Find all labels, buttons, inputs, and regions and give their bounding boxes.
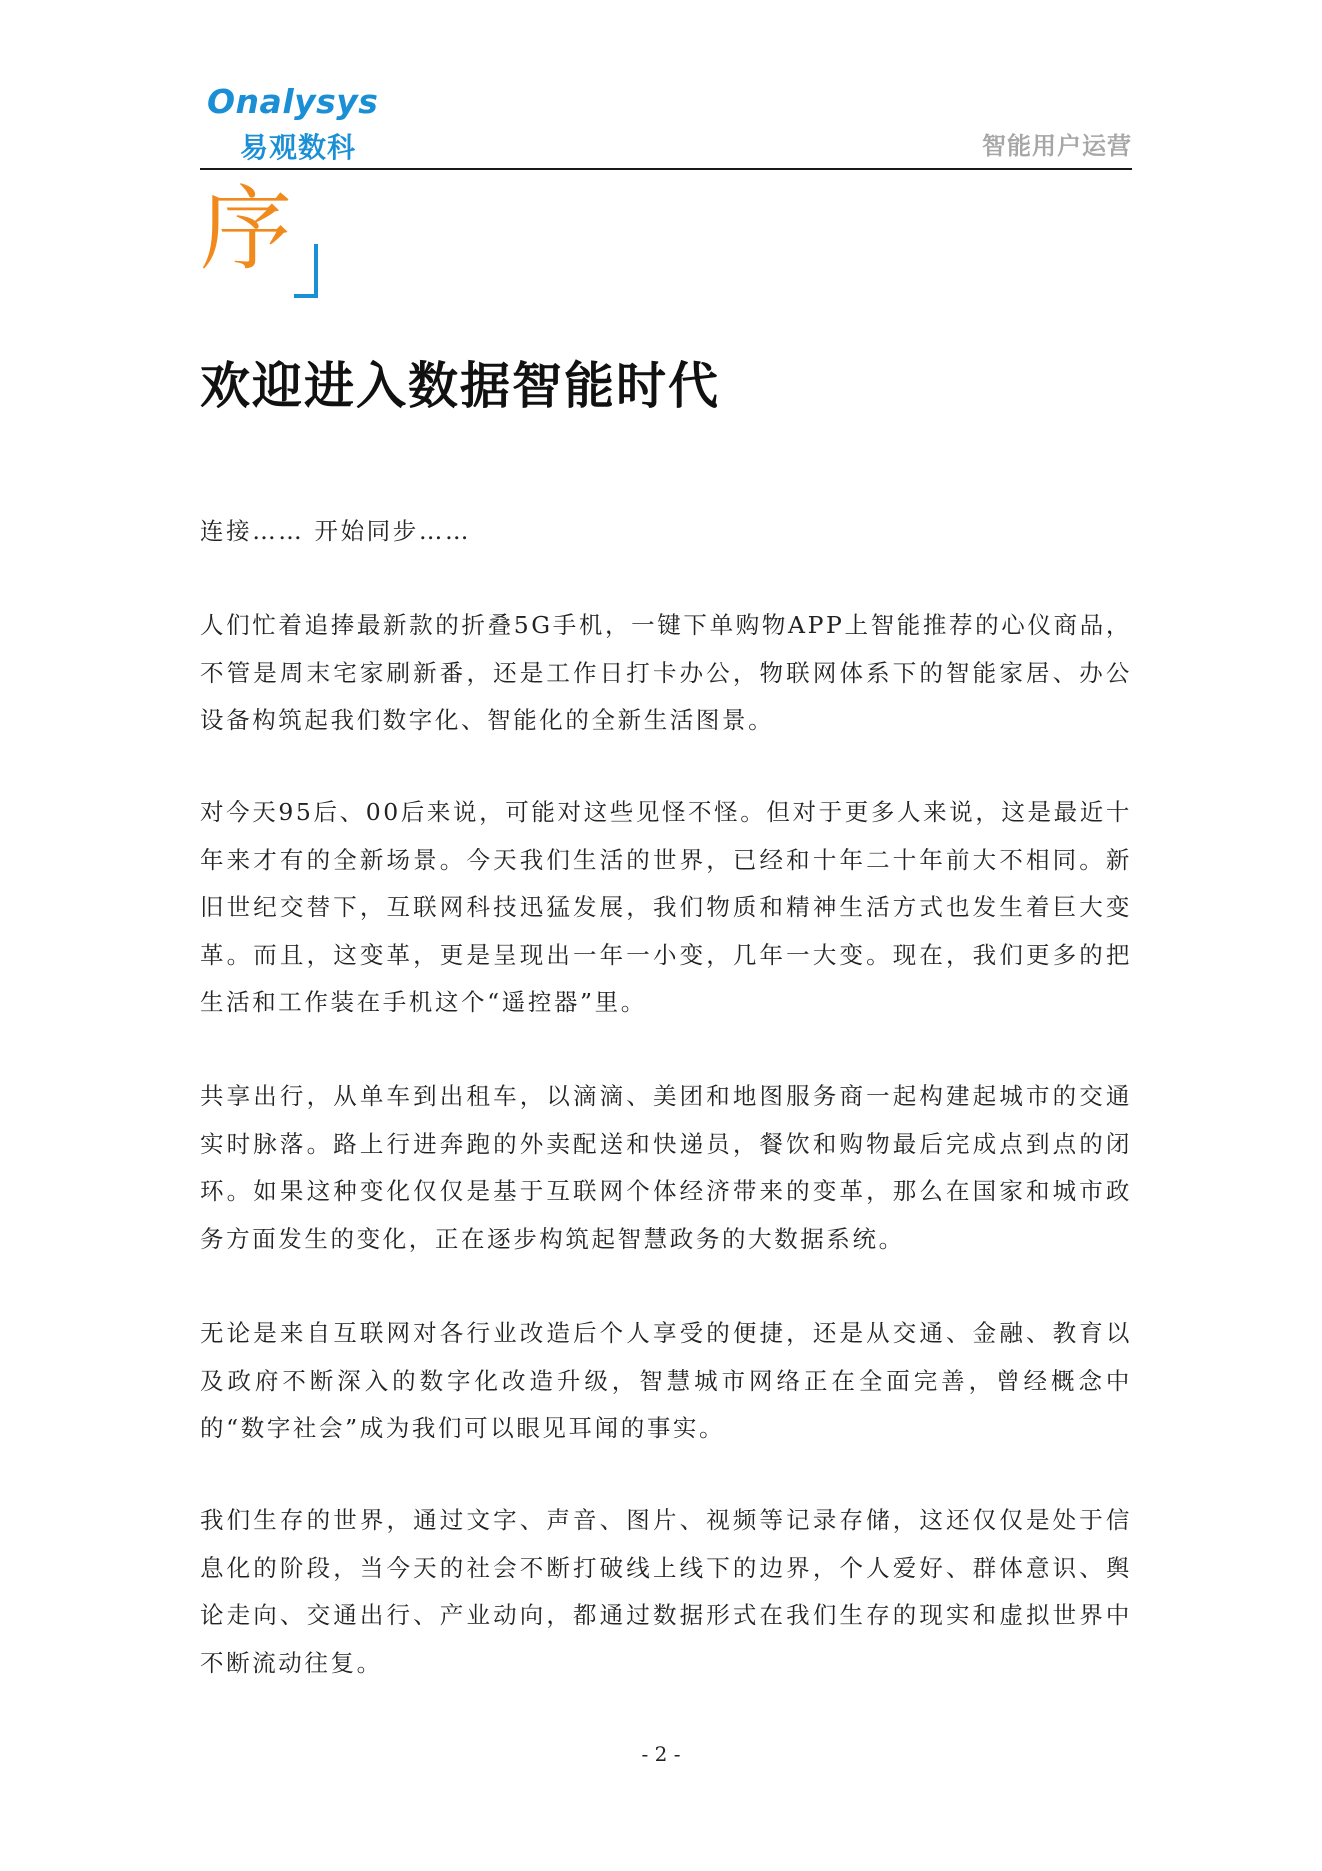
body-paragraph: 共享出行，从单车到出租车，以滴滴、美团和地图服务商一起构建起城市的交通实时脉落。路上行进奔跑的外卖配送和快递员，餐饮和购物最后完成点到点的闭环。如果这种变化仅仅是基于互联网个体经济带来的变革，那么在国家和城市政务方面发生的变化，正在逐步构筑起智慧政务的大数据系统。 (200, 1082, 1132, 1253)
header-section-label: 智能用户运营 (982, 132, 1132, 160)
corner-bracket-icon (292, 242, 322, 302)
page-title: 欢迎进入数据智能时代 (200, 357, 720, 415)
body-paragraph: 我们生存的世界，通过文字、声音、图片、视频等记录存储，这还仅仅是处于信息化的阶段，当今天的社会不断打破线上线下的边界，个人爱好、群体意识、舆论走向、交通出行、产业动向，都通过数据形式在我们生存的现实和虚拟世界中不断流动往复。 (200, 1506, 1132, 1677)
body-paragraph: 无论是来自互联网对各行业改造后个人享受的便捷，还是从交通、金融、教育以及政府不断深入的数字化改造升级，智慧城市网络正在全面完善，曾经概念中的“数字社会”成为我们可以眼见耳闻的事实。 (200, 1319, 1132, 1442)
body-paragraph: 对今天95后、00后来说，可能对这些见怪不怪。但对于更多人来说，这是最近十年来才有的全新场景。今天我们生活的世界，已经和十年二十年前大不相同。新旧世纪交替下，互联网科技迅猛发展，我们物质和精神生活方式也发生着巨大变革。而且，这变革，更是呈现出一年一小变，几年一大变。现在，我们更多的把生活和工作装在手机这个“遥控器”里。 (200, 798, 1132, 1016)
body-paragraph: 连接…… 开始同步…… (200, 517, 472, 545)
logo-wordmark: Onalysys (207, 82, 379, 121)
page-number: - 2 - (641, 1742, 681, 1766)
brand-logo (205, 82, 379, 164)
logo-chinese-name: 易观数科 (240, 131, 357, 164)
section-mark: 序 (200, 176, 293, 283)
header-divider (200, 168, 1132, 170)
body-paragraph: 人们忙着追捧最新款的折叠5G手机，一键下单购物APP上智能推荐的心仪商品，不管是周末宅家刷新番，还是工作日打卡办公，物联网体系下的智能家居、办公设备构筑起我们数字化、智能化的全新生活图景。 (200, 611, 1132, 734)
